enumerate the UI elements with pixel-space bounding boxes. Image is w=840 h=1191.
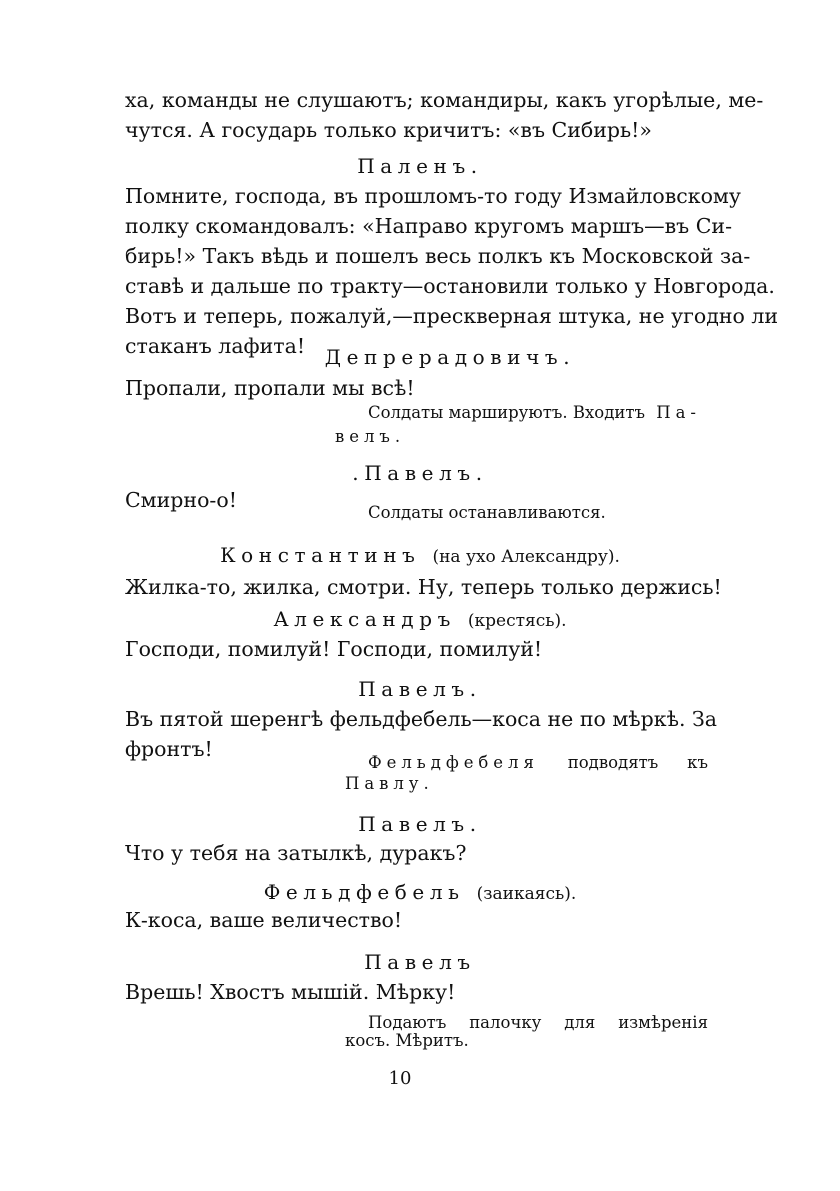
stage-direction: Солдаты останавливаются. [368, 503, 606, 522]
stage-text: палочку [469, 1013, 542, 1032]
speaker-line [0, 543, 840, 567]
page-number: 10 [388, 1068, 412, 1089]
stage-text: Павлу. [345, 774, 434, 793]
speech-line: фронтъ! [125, 737, 213, 761]
speaker-line [0, 880, 840, 904]
stage-direction [345, 774, 434, 793]
speech-line: Пропали, пропали мы всѣ! [125, 376, 415, 400]
speech-line: Врешь! Хвостъ мышій. Мѣрку! [125, 980, 456, 1004]
text-line: Помните, господа, въ прошломъ-то году Измайловскому [125, 184, 741, 208]
speech-line: К-коса, ваше величество! [125, 908, 403, 932]
speaker-note: (заикаясь). [476, 884, 577, 904]
stage-text: подводятъ [567, 753, 659, 772]
text-line: ха, команды не слушаютъ; командиры, какъ угорѣлые, ме- [125, 88, 764, 112]
speech-line: Смирно-о! [125, 488, 237, 512]
speaker-line [0, 607, 840, 631]
speech-line [125, 214, 733, 238]
speaker-note: (на ухо Александру). [432, 547, 620, 567]
stage-text: Солдаты маршируютъ. Входитъ [368, 403, 646, 422]
speaker-name: Константинъ [220, 543, 421, 567]
speaker-note: (крестясь). [467, 611, 567, 631]
stage-text: для [564, 1013, 596, 1032]
speaker-name: Паленъ. [357, 154, 483, 178]
speaker-name: Павелъ [364, 950, 476, 974]
speech-line [125, 304, 779, 328]
speaker-name: Депрерадовичъ. [324, 345, 576, 369]
text-line: Вотъ и теперь, пожалуй,—прескверная штука, не угодно ли [125, 304, 779, 328]
text-line: ставѣ и дальше по тракту—остановили только у Новгорода. [125, 274, 775, 298]
text-line: полку скомандовалъ: «Направо кругомъ маршъ—въ Си- [125, 214, 733, 238]
stage-direction [335, 427, 405, 446]
speech-line: Что у тебя на затылкѣ, дуракъ? [125, 841, 467, 865]
stage-direction: косъ. Мѣритъ. [345, 1031, 469, 1050]
stage-text: къ [687, 753, 708, 772]
stage-direction [368, 1013, 708, 1032]
speech-line [125, 244, 751, 268]
speaker-name: Фельдфебель [263, 880, 465, 904]
speaker-name: .Павелъ. [352, 461, 488, 485]
text-line: бирь!» Такъ вѣдь и пошелъ весь полкъ къ Московской за- [125, 244, 751, 268]
speech-line [125, 88, 764, 112]
speech-line [125, 184, 741, 208]
stage-text: Па- [656, 403, 701, 422]
speaker-name: Павелъ. [358, 812, 482, 836]
text-line: Въ пятой шеренгѣ фельдфебель—коса не по мѣркѣ. За [125, 707, 717, 731]
stage-text: Фельдфебеля [368, 753, 539, 772]
stage-direction [368, 403, 708, 422]
stage-text: Подаютъ [368, 1013, 447, 1032]
speech-line: чутся. А государь только кричитъ: «въ Сибирь!» [125, 118, 652, 142]
speech-line [125, 274, 775, 298]
speech-line: стаканъ лафита! [125, 334, 306, 358]
speech-line: Господи, помилуй! Господи, помилуй! [125, 637, 543, 661]
stage-text: велъ. [335, 427, 406, 446]
stage-text: измѣренія [618, 1013, 708, 1032]
speaker-name: Александръ [273, 607, 456, 631]
speech-line: Жилка-то, жилка, смотри. Ну, теперь только держись! [125, 575, 722, 599]
speech-line [125, 707, 717, 731]
speaker-name: Павелъ. [358, 677, 482, 701]
stage-direction [368, 753, 708, 772]
